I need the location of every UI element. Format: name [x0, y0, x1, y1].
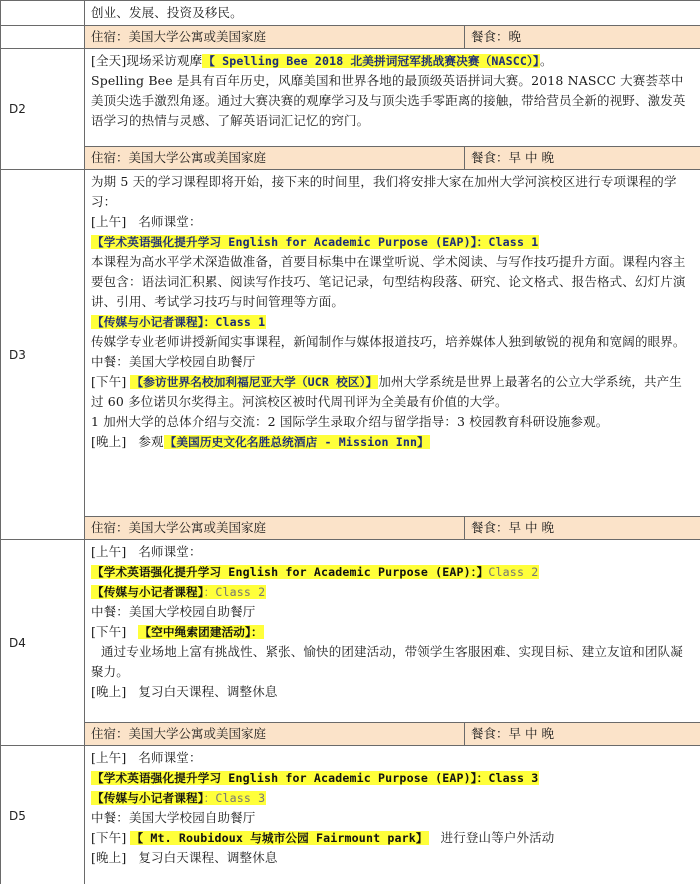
d5-am-text: 名师课堂：: [138, 750, 202, 765]
d4-pm-highlight: 【空中绳索团建活动】: [139, 625, 251, 639]
day-label-d4: D4: [1, 540, 85, 746]
day-label-d5: D5: [1, 746, 85, 884]
d3-am-line: [91, 212, 692, 232]
d5-eve-text: 复习白天课程、调整休息: [138, 850, 278, 865]
d3-eap-line: [91, 232, 692, 252]
d4-eve-label: [晚上]: [91, 684, 127, 699]
d4-bar: [1, 723, 700, 746]
d4-eap-box: [91, 565, 539, 579]
d5-eap-highlight: 【学术英语强化提升学习 English for Academic Purpose (EAP)】：Class 3: [92, 771, 539, 785]
d4-pm-line: [91, 622, 692, 642]
d5-eap-line: [91, 768, 692, 788]
d3-am-label: [上午]: [91, 214, 127, 229]
d4-eap-line: [91, 562, 692, 582]
row-d3: [1, 170, 700, 517]
d4-pm-body: 通过专业场地上富有挑战性、紧张、愉快的团建活动，带领学生客服困难、实现目标、建立友谊和团队凝聚力。: [91, 644, 683, 679]
d2-line1-end: 。: [539, 53, 553, 68]
row-d4: [1, 540, 700, 723]
d3-media-line: [91, 312, 692, 332]
d3-eve-highlight: 【美国历史文化名胜总统酒店 - Mission Inn】: [164, 435, 429, 449]
d3-media-highlight: 【传媒与小记者课程】：Class 1: [92, 315, 266, 329]
d4-media-class: ：Class 2: [203, 585, 266, 599]
d5-media-box: [91, 791, 266, 805]
d3-eap-body: 本课程为高水平学术深造做准备，首要目标集中在课堂听说、学术阅读、与写作技巧提升方面。课程内容主要包含：语法词汇积累、阅读写作技巧、笔记记录，句型结构段落、研究、论文格式、报告格式、幻灯片演讲、引用、考试学习技巧与时间管理等方面。: [91, 254, 686, 309]
d2-line1: [91, 51, 692, 71]
d3-media-body: 传媒学专业老师讲授新闻实事课程，新闻制作与媒体报道技巧，培养媒体人独到敏锐的视角和宽阔的眼界。: [91, 334, 686, 349]
d2-stay: 住宿：美国大学公寓或美国家庭: [85, 147, 465, 170]
d4-meal: 餐食：早 中 晚: [465, 723, 700, 746]
d3-am-text: 名师课堂：: [138, 214, 202, 229]
d4-pm-colon: ：: [251, 625, 263, 639]
d5-pm-highlight: 【 Mt. Roubidoux 与城市公园 Fairmount park】: [131, 831, 428, 845]
d4-am-line: [91, 542, 692, 562]
d2-allday-label: [全天]现场采访观摩: [91, 53, 203, 68]
row-top-continuation: [1, 1, 700, 26]
d3-intro: 为期 5 天的学习课程即将开始，接下来的时间里，我们将安排大家在加州大学河滨校区进行专项课程的学习：: [91, 174, 677, 209]
d5-pm-label: [下午]: [91, 830, 127, 845]
d4-pm-label: [下午]: [91, 624, 127, 639]
top-content: [85, 1, 700, 26]
d4-pm-box: [138, 625, 263, 639]
d2-bar: [1, 147, 700, 170]
d3-lunch: 中餐：美国大学校园自助餐厅: [91, 354, 256, 369]
d3-eve-label: [晚上]: [91, 434, 127, 449]
d4-eve-line: [91, 682, 692, 702]
d4-eap-highlight: 【学术英语强化提升学习 English for Academic Purpose (EAP)：】: [92, 565, 489, 579]
day-label-d3: D3: [1, 170, 85, 540]
d3-pm-highlight: 【参访世界名校加利福尼亚大学（UCR 校区）】: [131, 375, 378, 389]
top-meal: 餐食：晚: [465, 26, 700, 49]
d4-eap-class: Class 2: [488, 565, 539, 579]
d2-meal: 餐食：早 中 晚: [465, 147, 700, 170]
d5-pm-line: [91, 828, 692, 848]
d3-eve-line: [91, 432, 692, 452]
d5-am-line: [91, 748, 692, 768]
day-cell-empty: [1, 1, 85, 26]
d3-pm-label: [下午]: [91, 374, 127, 389]
d5-pm-body: 进行登山等户外活动: [440, 830, 555, 845]
d5-lunch: 中餐：美国大学校园自助餐厅: [91, 810, 256, 825]
d2-event-highlight: 【 Spelling Bee 2018 北美拼词冠军挑战赛决赛（NASCC）】: [203, 54, 539, 68]
d3-eap-highlight: 【学术英语强化提升学习 English for Academic Purpose (EAP)】：Class 1: [92, 235, 539, 249]
d3-meal: 餐食：早 中 晚: [465, 517, 700, 540]
d2-body: Spelling Bee 是具有百年历史，风靡美国和世界各地的最顶级英语拼词大赛。2018 NASCC 大赛荟萃中美顶尖选手激烈角逐。通过大赛决赛的观摩学习及与顶尖选手零距离的接触，带给营员全新的视野、激发英语学习的热情与灵感、了解英语词汇记忆的窍门。: [91, 73, 686, 128]
top-stay: 住宿：美国大学公寓或美国家庭: [85, 26, 465, 49]
d4-am-text: 名师课堂：: [138, 544, 202, 559]
d3-pm-line: [91, 372, 692, 412]
d4-media-highlight: 【传媒与小记者课程】: [92, 585, 204, 599]
d4-am-label: [上午]: [91, 544, 127, 559]
d5-eve-line: [91, 848, 692, 868]
d4-eve-text: 复习白天课程、调整休息: [138, 684, 278, 699]
d4-media-box: [91, 585, 266, 599]
row-d2: [1, 49, 700, 147]
d4-media-line: [91, 582, 692, 602]
top-text: 创业、发展、投资及移民。: [91, 5, 243, 20]
d3-stay: 住宿：美国大学公寓或美国家庭: [85, 517, 465, 540]
day-label-d2: D2: [1, 49, 85, 170]
top-bar: [1, 26, 700, 49]
row-d5: [1, 746, 700, 884]
d3-pm-list: 1 加州大学的总体介绍与交流：2 国际学生录取介绍与留学指导：3 校园教育科研设施参观。: [91, 414, 609, 429]
d5-media-class: ：Class 3: [203, 791, 266, 805]
d3-content: [85, 170, 700, 517]
d3-bar: [1, 517, 700, 540]
d4-content: [85, 540, 700, 723]
d3-eve-text: 参观: [138, 434, 164, 449]
d4-lunch: 中餐：美国大学校园自助餐厅: [91, 604, 256, 619]
d5-media-highlight: 【传媒与小记者课程】: [92, 791, 204, 805]
day-cell-empty-bar: [1, 26, 85, 49]
d3-pm-body: 加州大学系统是世界上最著名的公立大学系统，共产生过 60 多位诺贝尔奖得主。河滨校区被时代周刊评为全美最有价值的大学。: [91, 374, 682, 409]
d5-am-label: [上午]: [91, 750, 127, 765]
d4-stay: 住宿：美国大学公寓或美国家庭: [85, 723, 465, 746]
d2-content: [85, 49, 700, 147]
d5-media-line: [91, 788, 692, 808]
d5-eve-label: [晚上]: [91, 850, 127, 865]
d5-content: [85, 746, 700, 884]
